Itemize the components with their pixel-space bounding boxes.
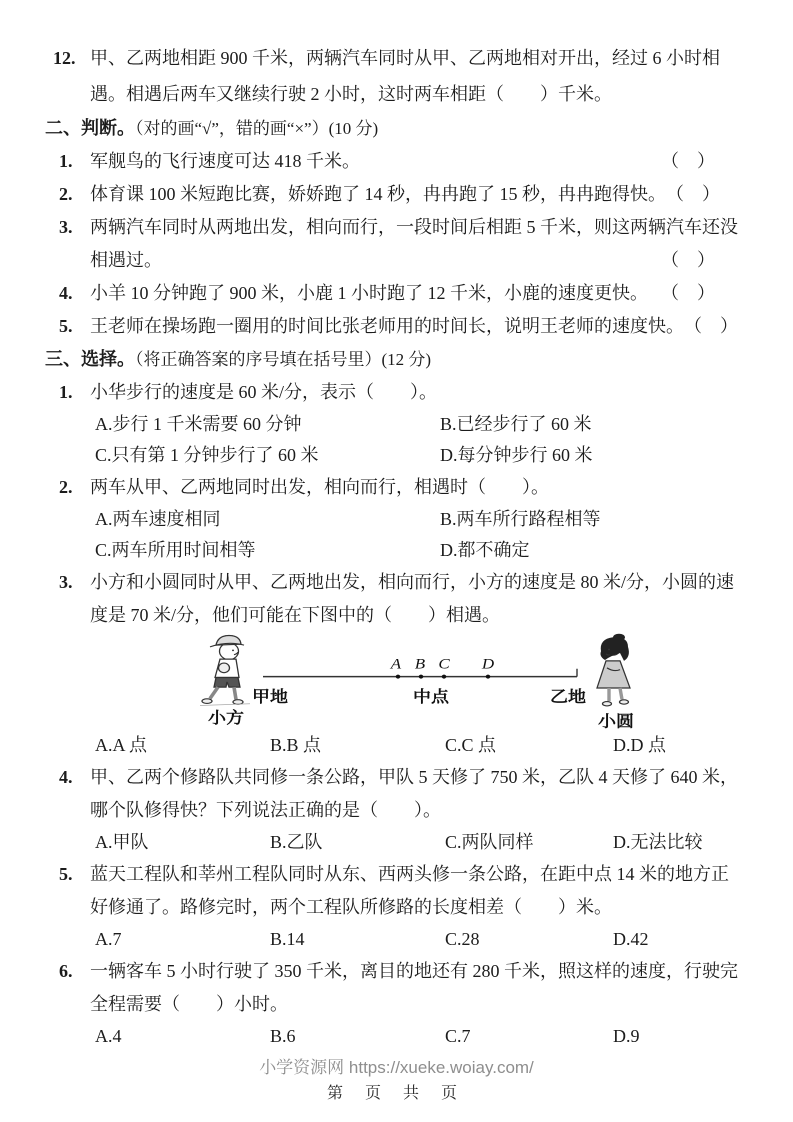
choice-item-5 bbox=[45, 858, 729, 955]
question-text-line: 军舰鸟的飞行速度可达 418 千米。 bbox=[90, 151, 360, 171]
question-text-line: 体育课 100 米短跑比赛，娇娇跑了 14 秒，冉冉跑了 15 秒，冉冉跑得快。 bbox=[90, 184, 666, 204]
answer-bracket: （ ） bbox=[661, 151, 715, 171]
option-a: A.步行 1 千米需要 60 分钟 bbox=[95, 414, 302, 434]
option-c: C.C 点 bbox=[445, 735, 497, 755]
option-b: B.14 bbox=[270, 929, 305, 949]
option-b: B.B 点 bbox=[270, 735, 322, 755]
question-stem: 好修通了。路修完时，两个工程队所修路的长度相差（ ）米。 bbox=[90, 897, 612, 917]
choice-item-2 bbox=[45, 471, 721, 566]
question-stem: 全程需要（ ）小时。 bbox=[90, 994, 288, 1014]
person-label-xiaoyuan: 小圆 bbox=[597, 712, 635, 730]
question-text-line: 王老师在操场跑一圈用的时间比张老师用的时间长，说明王老师的速度快。 bbox=[90, 316, 684, 336]
question-text-line: 相遇过。 bbox=[90, 250, 162, 270]
options-row bbox=[90, 409, 721, 471]
option-a: A.甲队 bbox=[95, 832, 149, 852]
option-d: D.无法比较 bbox=[613, 832, 703, 852]
question-number: 2. bbox=[59, 184, 73, 204]
point-label-b: B bbox=[414, 656, 426, 673]
answer-bracket: （ ） bbox=[661, 283, 715, 303]
fill-in-question-12 bbox=[45, 40, 721, 112]
options-row bbox=[90, 1021, 721, 1052]
girl-figure bbox=[597, 634, 630, 706]
option-d: D.D 点 bbox=[613, 735, 666, 755]
judge-item-5 bbox=[45, 310, 738, 343]
point-label-c: C bbox=[438, 656, 450, 673]
answer-bracket: （ ） bbox=[666, 184, 720, 204]
question-number: 4. bbox=[59, 283, 73, 303]
choice-item-4 bbox=[45, 761, 738, 858]
option-c: C.7 bbox=[445, 1026, 471, 1046]
judge-item-1 bbox=[45, 145, 721, 178]
option-a: A.4 bbox=[95, 1026, 122, 1046]
question-stem: 一辆客车 5 小时行驶了 350 千米，离目的地还有 280 千米，照这样的速度，行驶完 bbox=[90, 961, 738, 981]
question-number: 5. bbox=[59, 316, 73, 336]
option-c: C.两车所用时间相等 bbox=[95, 540, 256, 560]
option-b: B.已经步行了 60 米 bbox=[440, 414, 592, 434]
options-row bbox=[90, 504, 721, 566]
judge-item-3 bbox=[45, 211, 738, 277]
question-stem: 哪个队修得快？下列说法正确的是（ ）。 bbox=[90, 800, 441, 820]
answer-bracket: （ ） bbox=[661, 250, 715, 270]
place-label-jia: 甲地 bbox=[251, 688, 289, 706]
option-c: C.两队同样 bbox=[445, 832, 534, 852]
place-label-yi: 乙地 bbox=[549, 688, 587, 706]
options-row bbox=[90, 924, 721, 955]
choice-item-1 bbox=[45, 376, 721, 471]
judge-section bbox=[45, 145, 738, 343]
question-number: 12. bbox=[53, 48, 76, 68]
option-a: A.A 点 bbox=[95, 735, 148, 755]
options-row bbox=[90, 730, 721, 761]
option-a: A.两车速度相同 bbox=[95, 509, 221, 529]
option-d: D.每分钟步行 60 米 bbox=[440, 445, 593, 465]
option-d: D.42 bbox=[613, 929, 649, 949]
question-text-line: 甲、乙两地相距 900 千米，两辆汽车同时从甲、乙两地相对开出，经过 6 小时相 bbox=[90, 48, 720, 68]
question-number: 5. bbox=[59, 864, 73, 884]
point-dot-c bbox=[442, 675, 447, 679]
question-number: 4. bbox=[59, 767, 73, 787]
options-row bbox=[90, 827, 721, 858]
option-a: A.7 bbox=[95, 929, 122, 949]
option-d: D.9 bbox=[613, 1026, 640, 1046]
judge-item-4 bbox=[45, 277, 721, 310]
option-b: B.两车所行路程相等 bbox=[440, 509, 601, 529]
option-c: C.28 bbox=[445, 929, 480, 949]
point-dot-a bbox=[396, 675, 401, 679]
section-choice-header bbox=[45, 343, 721, 376]
section-judge-header bbox=[45, 112, 721, 145]
question-text-line: 小羊 10 分钟跑了 900 米，小鹿 1 小时跑了 12 千米，小鹿的速度更快。 bbox=[90, 283, 648, 303]
section-subtitle: （对的画“√”，错的画“×”）(10 分) bbox=[135, 119, 379, 138]
meeting-point-diagram bbox=[150, 632, 721, 730]
footer-page-indicator: 第 页 共 页 bbox=[326, 1085, 466, 1102]
point-label-a: A bbox=[390, 656, 402, 673]
choice-section bbox=[45, 376, 738, 1052]
judge-item-2 bbox=[45, 178, 721, 211]
point-dot-b bbox=[419, 675, 424, 679]
point-label-d: D bbox=[481, 656, 495, 673]
point-dot-d bbox=[486, 675, 491, 679]
question-text-line: 两辆汽车同时从两地出发，相向而行，一段时间后相距 5 千米，则这两辆汽车还没 bbox=[90, 217, 738, 237]
question-number: 3. bbox=[59, 217, 73, 237]
option-d: D.都不确定 bbox=[440, 540, 530, 560]
question-stem: 蓝天工程队和莘州工程队同时从东、西两头修一条公路，在距中点 14 米的地方正 bbox=[90, 864, 729, 884]
section-title: 三、选择。 bbox=[45, 349, 135, 369]
option-b: B.乙队 bbox=[270, 832, 323, 852]
question-stem: 小华步行的速度是 60 米/分，表示（ ）。 bbox=[90, 382, 437, 402]
question-number: 2. bbox=[59, 477, 73, 497]
boy-figure bbox=[200, 636, 250, 706]
person-label-xiaofang: 小方 bbox=[207, 709, 245, 727]
footer-site-url: 小学资源网 https://xueke.woiay.com/ bbox=[259, 1058, 534, 1077]
answer-bracket: （ ） bbox=[684, 316, 738, 336]
question-stem: 甲、乙两个修路队共同修一条公路，甲队 5 天修了 750 米，乙队 4 天修了 640 米， bbox=[90, 767, 738, 787]
question-stem: 两车从甲、乙两地同时出发，相向而行，相遇时（ ）。 bbox=[90, 477, 549, 497]
question-number: 6. bbox=[59, 961, 73, 981]
question-stem: 小方和小圆同时从甲、乙两地出发，相向而行，小方的速度是 80 米/分，小圆的速 bbox=[90, 572, 734, 592]
question-number: 1. bbox=[59, 151, 73, 171]
midpoint-label: 中点 bbox=[412, 688, 450, 706]
section-title: 二、判断。 bbox=[45, 118, 135, 138]
choice-item-6 bbox=[45, 955, 738, 1052]
option-c: C.只有第 1 分钟步行了 60 米 bbox=[95, 445, 319, 465]
question-number: 3. bbox=[59, 572, 73, 592]
question-text-line: 遇。相遇后两车又继续行驶 2 小时，这时两车相距（ ）千米。 bbox=[90, 84, 612, 104]
question-number: 1. bbox=[59, 382, 73, 402]
number-line bbox=[208, 657, 634, 730]
section-subtitle: （将正确答案的序号填在括号里）(12 分) bbox=[135, 350, 432, 369]
option-b: B.6 bbox=[270, 1026, 296, 1046]
question-stem: 度是 70 米/分，他们可能在下图中的（ ）相遇。 bbox=[90, 605, 500, 625]
choice-item-3 bbox=[45, 566, 734, 761]
